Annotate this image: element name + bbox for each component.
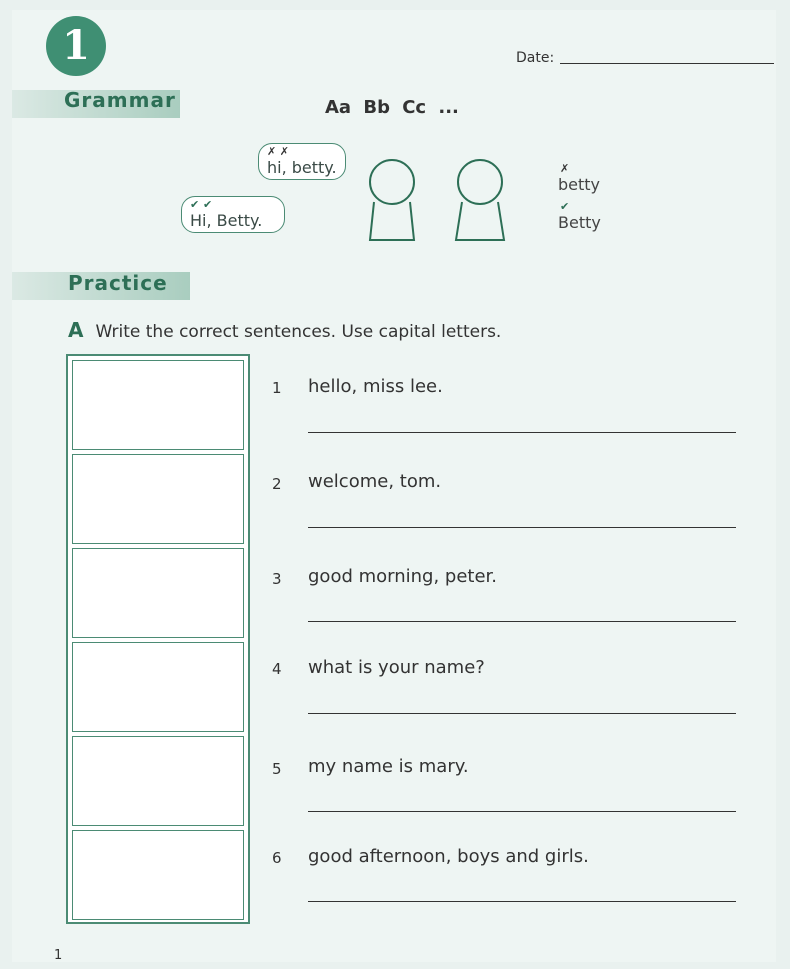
answer-line[interactable]: [308, 527, 736, 528]
answer-line[interactable]: [308, 621, 736, 622]
item-number: 4: [272, 660, 282, 678]
item-number: 1: [272, 379, 282, 397]
item-number: 3: [272, 570, 282, 588]
picture-frame-4: [72, 642, 244, 732]
item-sentence: hello, miss lee.: [308, 376, 443, 397]
correct-bubble-text: Hi, Betty.: [190, 211, 263, 230]
girl-body-icon: [456, 202, 504, 240]
grammar-title: Grammar: [64, 88, 176, 112]
page-number: 1: [54, 948, 63, 963]
picture-frame-5: [72, 736, 244, 826]
picture-frame-2: [72, 454, 244, 544]
item-sentence: my name is mary.: [308, 756, 469, 777]
practice-title: Practice: [68, 271, 168, 295]
grammar-illustration: [340, 140, 540, 250]
unit-badge: 1: [46, 16, 106, 76]
wrong-marks: ✗ ✗: [267, 145, 289, 158]
exercise-letter: A: [68, 318, 84, 342]
date-label: Date:: [516, 50, 555, 66]
picture-filmstrip: [66, 354, 250, 924]
capital-letters-example: Aa Bb Cc ...: [325, 97, 459, 118]
item-number: 2: [272, 475, 282, 493]
girl-head-icon: [458, 160, 502, 204]
answer-line[interactable]: [308, 432, 736, 433]
picture-frame-3: [72, 548, 244, 638]
answer-line[interactable]: [308, 901, 736, 902]
item-sentence: welcome, tom.: [308, 471, 442, 492]
item-number: 6: [272, 849, 282, 867]
wrong-example: ✗ betty: [558, 162, 601, 194]
item-sentence: what is your name?: [308, 657, 485, 678]
answer-line[interactable]: [308, 811, 736, 812]
item-number: 5: [272, 760, 282, 778]
correct-speech-bubble: [181, 196, 285, 233]
picture-frame-6: [72, 830, 244, 920]
boy-body-icon: [370, 202, 414, 240]
picture-frame-1: [72, 360, 244, 450]
item-sentence: good morning, peter.: [308, 566, 498, 587]
boy-head-icon: [370, 160, 414, 204]
wrong-bubble-text: hi, betty.: [267, 158, 337, 177]
exercise-heading: [68, 318, 501, 342]
correct-example: ✔ Betty: [558, 200, 601, 232]
correct-marks: ✔ ✔: [190, 198, 213, 211]
answer-line[interactable]: [308, 713, 736, 714]
exercise-instruction: Write the correct sentences. Use capital letters.: [95, 322, 502, 342]
item-sentence: good afternoon, boys and girls.: [308, 846, 589, 867]
date-answer-line[interactable]: [560, 63, 774, 64]
wrong-thought-bubble: [258, 143, 346, 180]
